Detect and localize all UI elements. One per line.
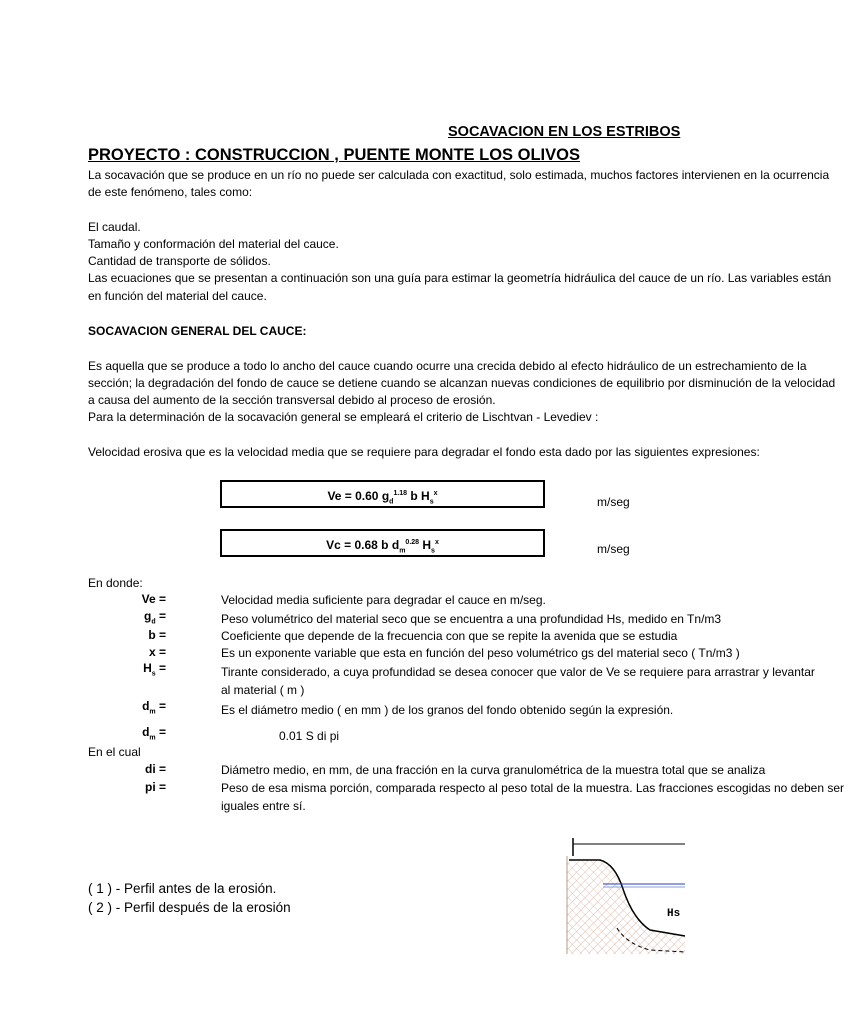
factor-item: Cantidad de transporte de sólidos. [88, 254, 271, 268]
def-desc-b: Coeficiente que depende de la frecuencia con que se repite la avenida que se estudia [221, 629, 678, 643]
eq2-mid: H [419, 538, 432, 552]
profile-legend-1: ( 1 ) - Perfil antes de la erosión. [88, 881, 277, 896]
def-symbol-di: di = [144, 762, 166, 776]
def-desc-dm: Es el diámetro medio ( en mm ) de los granos del fondo obtenido según la expresión. [221, 703, 674, 717]
eq2-sub1: m [399, 547, 406, 555]
where-label: En donde: [88, 576, 143, 590]
def-desc-ve: Velocidad media suficiente para degradar el cauce en m/seg. [221, 593, 546, 607]
eq1-lhs: Ve = 0.60 g [327, 489, 390, 503]
def-desc-x: Es un exponente variable que esta en función del peso volumétrico gs del material seco ( Tn/m3 ) [221, 646, 740, 660]
factor-item: El caudal. [88, 220, 141, 234]
project-title: PROYECTO : CONSTRUCCION , PUENTE MONTE LOS OLIVOS [88, 146, 580, 164]
in-which-label: En el cual [88, 745, 141, 759]
def-desc-pi-cont: iguales entre sí. [221, 799, 306, 813]
document-title: SOCAVACION EN LOS ESTRIBOS [448, 124, 681, 140]
eq2-unit: m/seg [597, 542, 630, 556]
diagram-hs-label: Hs [667, 908, 681, 920]
eq1-mid: b H [407, 489, 430, 503]
equations-note-line-1: Las ecuaciones que se presentan a continuación son una guía para estimar la geometría hidráulica del cauce de un río. Las variables están [88, 271, 832, 285]
dm-formula-symbol: $d_m$ = [142, 725, 166, 742]
eq2-sup2: x [434, 539, 439, 546]
equations-note-line-2: en función del material del cauce. [88, 289, 267, 303]
general-desc-line: sección; la degradación del fondo de cauce se detiene cuando se alcanzan nuevas condiciones de equilibrio por disminución de la velocidad [88, 376, 836, 390]
section-heading: SOCAVACION GENERAL DEL CAUCE: [88, 324, 307, 338]
factor-item: Tamaño y conformación del material del cauce. [88, 237, 339, 251]
def-symbol-b: b = [148, 628, 166, 642]
equation-vc-box [220, 529, 545, 557]
equation-ve-box [220, 480, 545, 508]
def-symbol-pi: pi = [144, 780, 166, 794]
def-symbol-gd: $g_d$ = [144, 609, 166, 626]
intro-line-1: La socavación que se produce en un río no puede ser calculada con exactitud, solo estimada, muchos factores intervienen en la ocurrencia [88, 168, 830, 182]
def-symbol-hs: $H_s$ = [143, 661, 166, 678]
profile-legend-2: ( 2 ) - Perfil después de la erosión [88, 900, 291, 915]
eq1-sub1: d [389, 498, 394, 506]
eq2-lhs: Vc = 0.68 b d [326, 538, 400, 552]
soil-hatch-area-2 [567, 860, 685, 954]
eq1-sup1: 1.18 [393, 490, 408, 497]
def-desc-gd: Peso volumétrico del material seco que se encuentra a una profundidad Hs, medido en Tn/m3 [221, 612, 722, 626]
eq1-sub2: s [429, 498, 434, 506]
def-symbol-x: x = [148, 645, 166, 659]
general-desc-line: Para la determinación de la socavación general se empleará el criterio de Lischtvan - Levediev : [88, 410, 599, 424]
def-desc-hs: Tirante considerado, a cuya profundidad se desea conocer que valor de Ve se requiere para arrastrar y levantar [221, 665, 815, 679]
def-desc-pi: Peso de esa misma porción, comparada respecto al peso total de la muestra. Las fracciones escogidas no deben ser [221, 781, 844, 795]
intro-line-2: de este fenómeno, tales como: [88, 185, 253, 199]
def-desc-hs-cont: al material ( m ) [221, 683, 305, 697]
eq1-sup2: x [433, 490, 438, 497]
general-desc-line: a causa del aumento de la sección transversal debido al proceso de erosión. [88, 393, 496, 407]
eq1-unit: m/seg [597, 495, 630, 509]
def-symbol-dm: $d_m$ = [142, 699, 166, 716]
def-symbol-ve: Ve = [141, 592, 166, 606]
eq2-sup1: 0.28 [405, 539, 420, 546]
general-desc-line: Es aquella que se produce a todo lo ancho del cauce cuando ocurre una crecida debido al efecto hidráulico de un estrechamiento de la [88, 359, 807, 373]
erosion-profile-diagram [555, 834, 685, 954]
def-desc-di: Diámetro medio, en mm, de una fracción en la curva granulométrica de la muestra total que se analiza [221, 763, 766, 777]
dm-formula-value: 0.01 S di pi [279, 729, 340, 743]
velocity-intro: Velocidad erosiva que es la velocidad media que se requiere para degradar el fondo esta dado por las siguientes expresiones: [88, 445, 760, 459]
eq2-sub2: s [431, 547, 435, 555]
